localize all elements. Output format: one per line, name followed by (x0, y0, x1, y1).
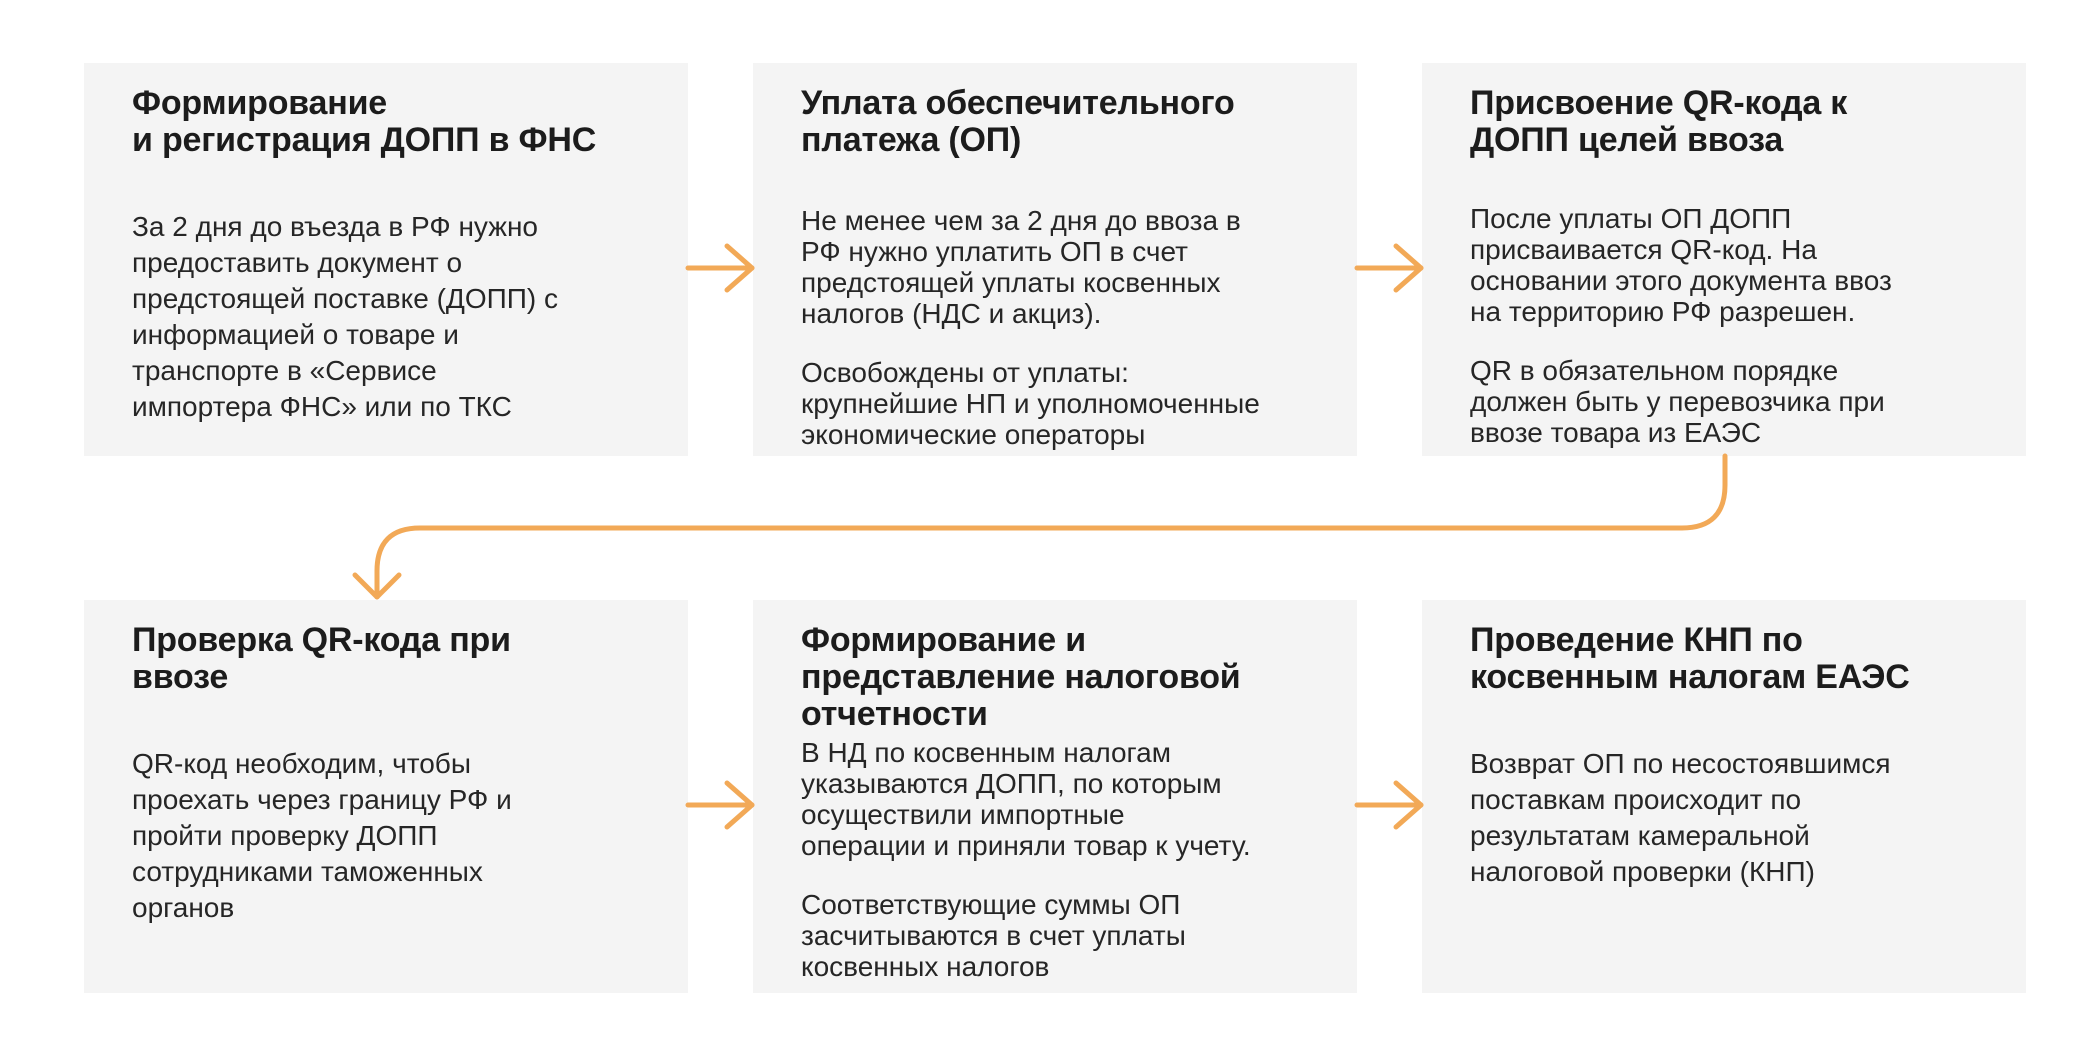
arrow-step-4-to-5 (688, 783, 752, 827)
step-4-title: Проверка QR-кода при ввозе (132, 621, 511, 696)
step-3-body (1470, 203, 1978, 448)
step-5-paragraph-2: Соответствующие суммы ОП засчитываются в счет уплаты косвенных налогов (801, 889, 1186, 982)
step-1-title: Формирование и регистрация ДОПП в ФНС (132, 84, 597, 159)
arrow-step-2-to-3 (1357, 246, 1421, 290)
step-2-paragraph-2: Освобождены от уплаты: крупнейшие НП и уполномоченные экономические операторы (801, 357, 1260, 450)
arrow-step-3-to-4 (355, 456, 1725, 597)
step-4-body (132, 746, 640, 926)
step-card-3 (1422, 63, 2026, 456)
step-6-body (1470, 746, 1978, 890)
step-5-body (801, 737, 1309, 982)
step-2-title: Уплата обеспечительного платежа (ОП) (801, 84, 1235, 159)
step-5-paragraph-1: В НД по косвенным налогам указываются ДОПП, по которым осуществили импортные операции и приняли товар к учету. (801, 737, 1251, 861)
step-4-paragraph-1: QR-код необходим, чтобы проехать через границу РФ и пройти проверку ДОПП сотрудниками таможенных органов (132, 748, 512, 923)
step-2-paragraph-1: Не менее чем за 2 дня до ввоза в РФ нужно уплатить ОП в счет предстоящей уплаты косвенных налогов (НДС и акциз). (801, 205, 1241, 329)
arrow-step-5-to-6 (1357, 783, 1421, 827)
step-3-title: Присвоение QR-кода к ДОПП целей ввоза (1470, 84, 1848, 159)
step-card-5 (753, 600, 1357, 993)
step-3-paragraph-2: QR в обязательном порядке должен быть у перевозчика при ввозе товара из ЕАЭС (1470, 355, 1885, 448)
step-6-paragraph-1: Возврат ОП по несостоявшимся поставкам происходит по результатам камеральной налоговой проверки (КНП) (1470, 748, 1891, 887)
step-card-1 (84, 63, 688, 456)
step-6-title: Проведение КНП по косвенным налогам ЕАЭС (1470, 621, 1910, 696)
step-card-4 (84, 600, 688, 993)
step-3-paragraph-1: После уплаты ОП ДОПП присваивается QR-код. На основании этого документа ввоз на территорию РФ разрешен. (1470, 203, 1892, 327)
step-card-2 (753, 63, 1357, 456)
step-card-6 (1422, 600, 2026, 993)
arrow-step-1-to-2 (688, 246, 752, 290)
step-1-body (132, 209, 640, 425)
step-1-paragraph-1: За 2 дня до въезда в РФ нужно предоставить документ о предстоящей поставке (ДОПП) с информацией о товаре и транспорте в «Сервисе импортера ФНС» или по ТКС (132, 211, 559, 422)
step-5-title: Формирование и представление налоговой отчетности (801, 621, 1241, 733)
step-2-body (801, 205, 1309, 450)
